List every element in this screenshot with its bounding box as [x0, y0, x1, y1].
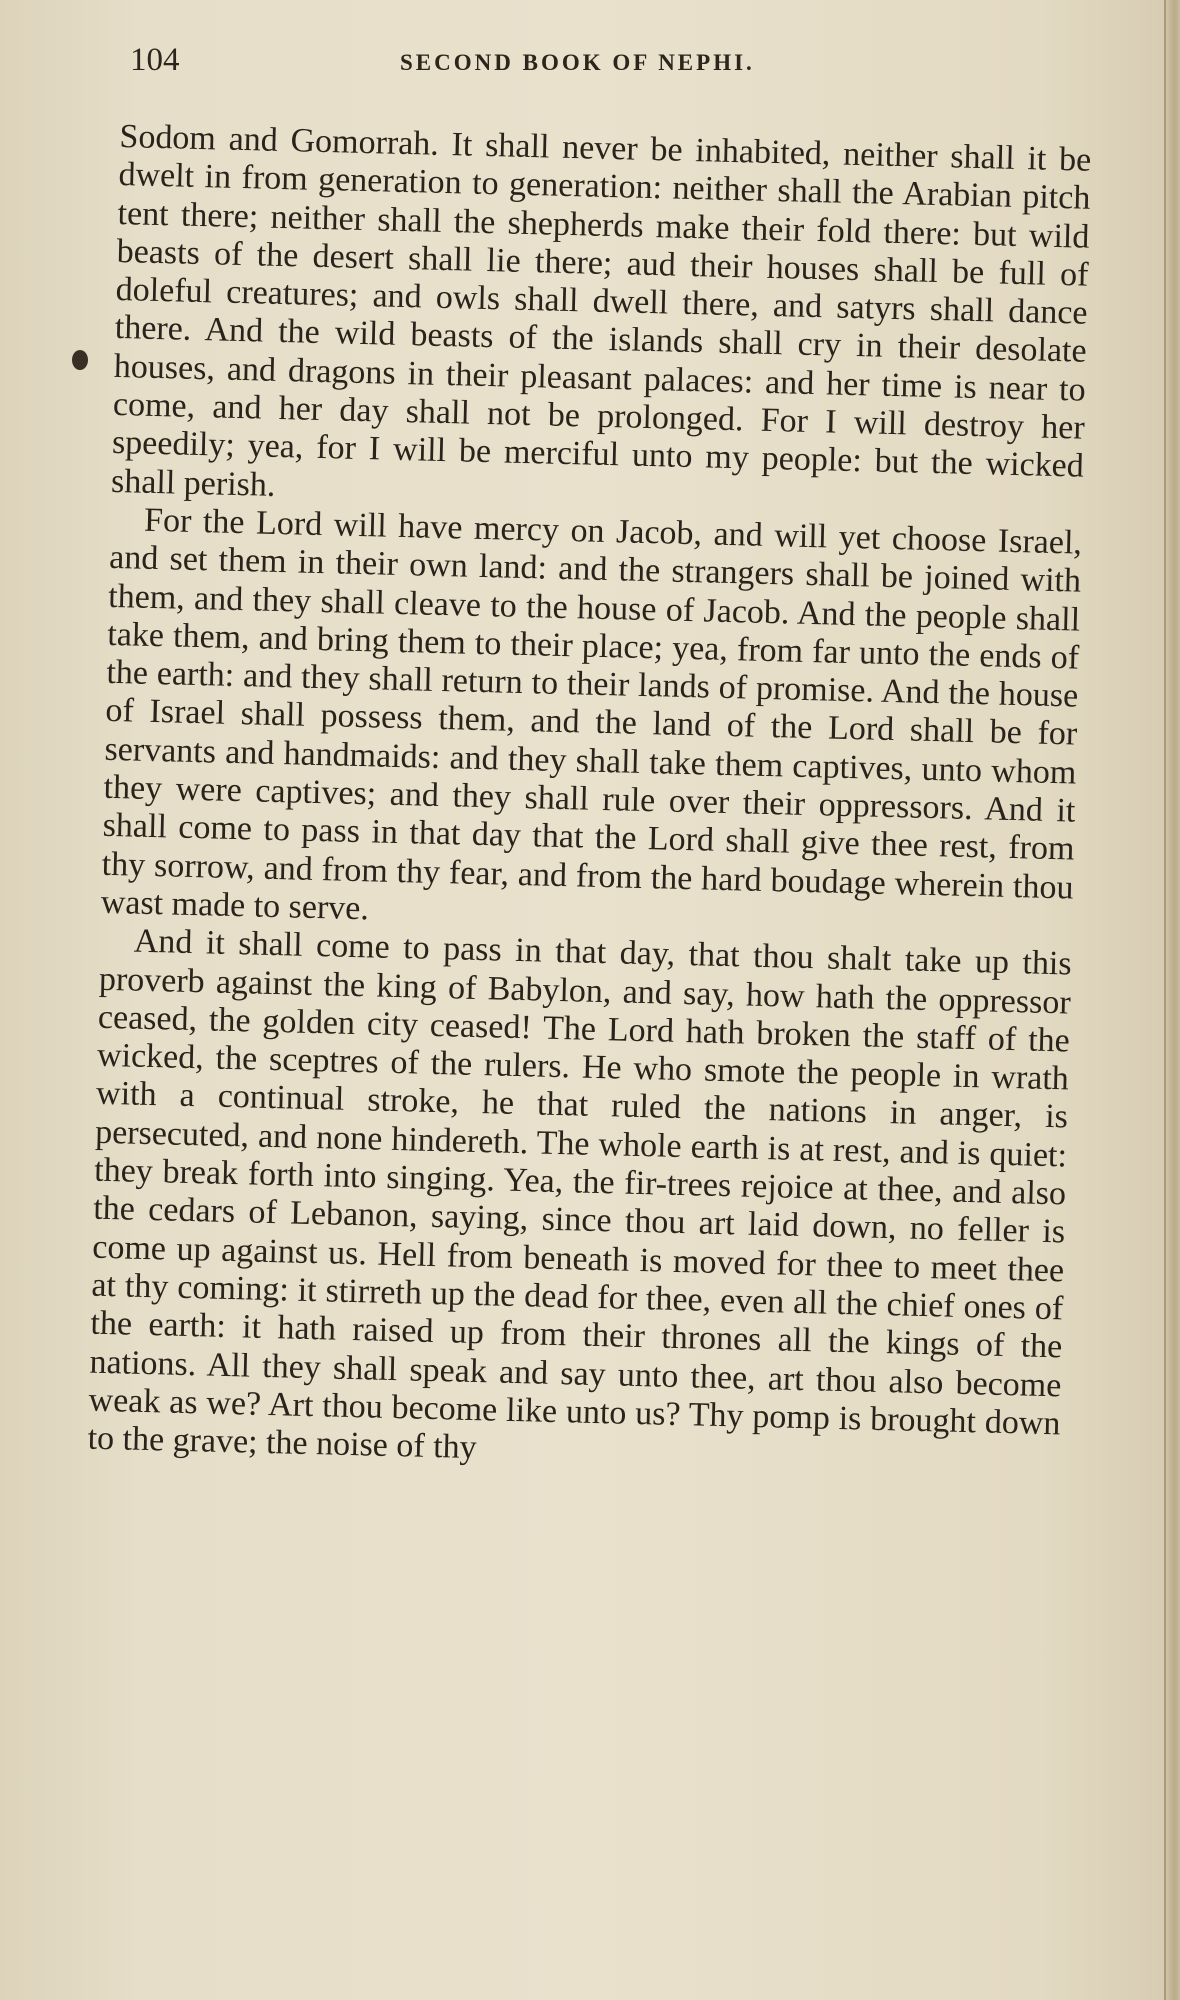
page-header [130, 42, 1090, 92]
paragraph: And it shall come to pass in that day, that thou shalt take up this proverb against the king of Babylon, and say, how hath the oppressor ceased, the golden city ceased! The Lord hath broken the staff of the wicked, the sceptres of the rulers. He who smote the people in wrath with a continual stroke, he that ruled the nations in anger, is persecuted, and none hindereth. The whole earth is at rest, and is quiet: they break forth into singing. Yea, the fir-trees rejoice at thee, and also the cedars of Lebanon, saying, since thou art laid down, no feller is come up against us. Hell from beneath is moved for thee to meet thee at thy coming: it stirreth up the dead for thee, even all the chief ones of the earth: it hath raised up from their thrones all the kings of the nations. All they shall speak and say unto thee, art thou also become weak as we? Art thou become like unto us? Thy pomp is brought down to the grave; the noise of thy [87, 922, 1073, 1467]
page-edge [1164, 0, 1180, 2000]
ink-blot [72, 350, 88, 370]
paragraph: For the Lord will have mercy on Jacob, and will yet choose Israel, and set them in their own land: and the strangers shall be joined with them, and they shall cleave to the house of Jacob. And the people shall take them, and bring them to their place; yea, from far unto the ends of the earth: and they shall return to their lands of promise. And the house of Israel shall possess them, and the land of the Lord shall be for servants and handmaids: and they shall take them captives, unto whom they were captives; and they shall rule over their oppressors. And it shall come to pass in that day that the Lord shall give thee rest, from thy sorrow, and from thy fear, and from the hard boudage wherein thou wast made to serve. [100, 501, 1083, 928]
paragraph: Sodom and Gomorrah. It shall never be inhabited, neither shall it be dwelt in from generation to generation: neither shall the Arabian pitch tent there; neither shall the shepherds make their fold there: but wild beasts of the desert shall lie there; aud their houses shall be full of doleful creatures; and owls shall dwell there, and satyrs shall dance there. And the wild beasts of the islands shall cry in their desolate houses, and dragons in their pleasant palaces: and her time is near to come, and her day shall not be prolonged. For I will destroy her speedily; yea, for I will be merciful unto my people: but the wicked shall perish. [110, 118, 1092, 504]
body-text [87, 118, 1091, 1482]
page-number: 104 [130, 42, 180, 78]
running-head: SECOND BOOK OF NEPHI. [400, 50, 755, 75]
